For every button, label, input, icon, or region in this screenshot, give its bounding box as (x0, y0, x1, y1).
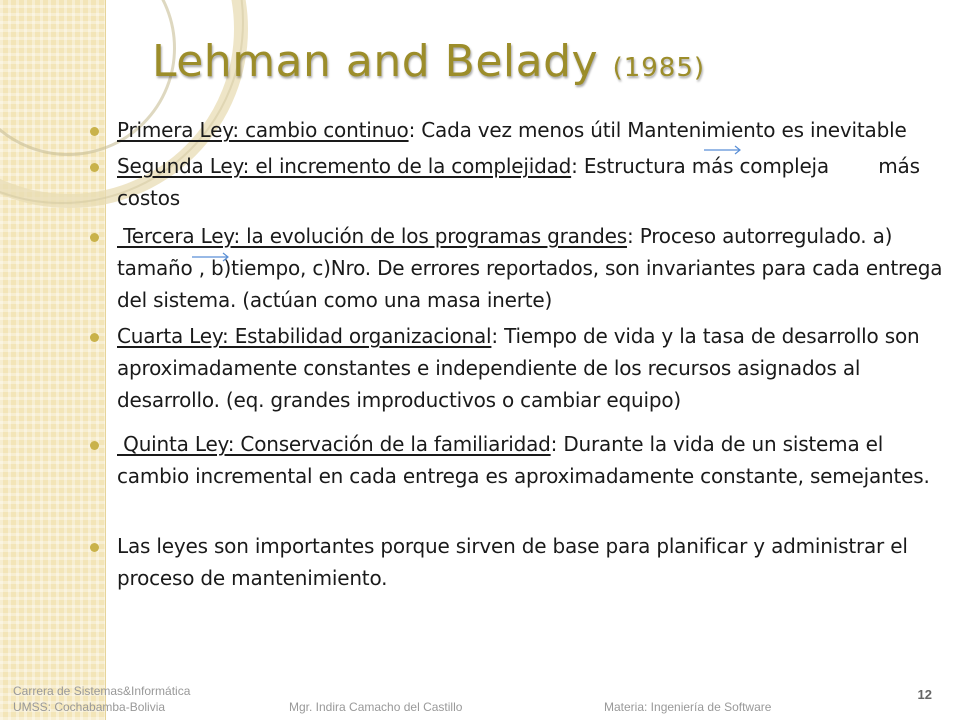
law-description: Estructura más compleja más costos (117, 154, 926, 210)
law-description: Tiempo de vida y la tasa de desarrollo son aproximadamente constantes e independiente de los recursos asignados al desarrollo. (eq. grandes improductivos o cambiar equipo) (117, 324, 920, 412)
law-title: Tercera Ley: la evolución de los programas grandes (117, 224, 627, 248)
law-title: Cuarta Ley: Estabilidad organizacional (117, 324, 492, 348)
law-description: Durante la vida de un sistema el cambio incremental en cada entrega es aproximadamente constante, semejantes. (117, 432, 930, 488)
law-description: Proceso autorregulado. a) tamaño , b)tiempo, c)Nro. De errores reportados, son invariantes para cada entrega del sistema. (actúan como una masa inerte) (117, 224, 943, 312)
slide-title (152, 36, 705, 87)
arrow-right-icon (192, 252, 230, 262)
bullet-item (90, 150, 950, 214)
arrow-right-icon (704, 145, 742, 155)
bullet-dot-icon (90, 163, 99, 172)
bullet-item (90, 220, 950, 316)
bullet-list (90, 114, 950, 594)
title-text: Lehman and Belady (152, 36, 613, 87)
bullet-dot-icon (90, 233, 99, 242)
bullet-dot-icon (90, 543, 99, 552)
title-year: (1985) (612, 53, 706, 83)
bullet-dot-icon (90, 127, 99, 136)
bullet-dot-icon (90, 333, 99, 342)
bullet-dot-icon (90, 441, 99, 450)
law-separator: : (626, 224, 640, 248)
law-separator: : (408, 118, 422, 142)
bullet-item (90, 428, 950, 492)
law-title: Primera Ley: cambio continuo (117, 118, 409, 142)
footer-university: UMSS: Cochabamba-Bolivia (13, 700, 166, 714)
footer-career: Carrera de Sistemas&Informática (13, 684, 191, 698)
law-title: Segunda Ley: el incremento de la complejidad (117, 154, 572, 178)
conclusion-text: Las leyes son importantes porque sirven de base para planificar y administrar el proceso de mantenimiento. (117, 534, 908, 590)
law-description: Cada vez menos útil Mantenimiento es inevitable (421, 118, 907, 142)
law-separator: : (571, 154, 584, 178)
law-separator: : (550, 432, 564, 456)
footer-author: Mgr. Indira Camacho del Castillo (289, 700, 463, 714)
bullet-item (90, 114, 950, 146)
bullet-item (90, 320, 950, 416)
law-separator: : (491, 324, 505, 348)
footer-subject: Materia: Ingeniería de Software (604, 700, 772, 714)
page-number: 12 (917, 687, 932, 702)
law-title: Quinta Ley: Conservación de la familiaridad (117, 432, 551, 456)
bullet-item (90, 530, 950, 594)
